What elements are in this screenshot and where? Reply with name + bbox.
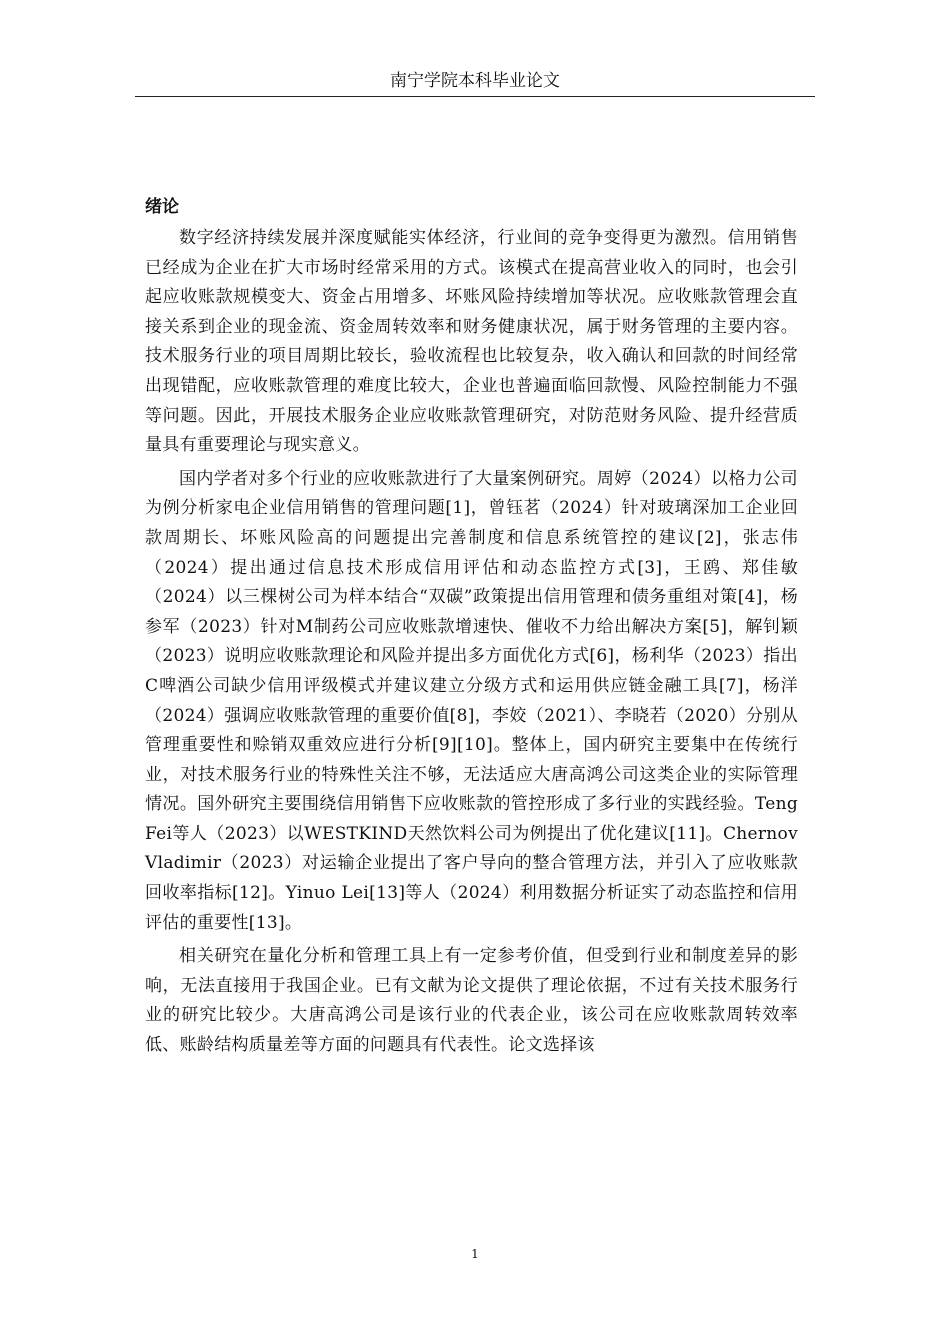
- main-content: [145, 192, 804, 1065]
- paragraph-literature-review: 国内学者对多个行业的应收账款进行了大量案例研究。周婷（2024）以格力公司为例分析家电企业信用销售的管理问题[1]，曾钰茗（2024）针对玻璃深加工企业回款周期长、坏账风险高的问题提出完善制度和信息系统管控的建议[2]，张志伟（2024）提出通过信息技术形成信用评估和动态监控方式[3]，王鸥、郑佳敏（2024）以三棵树公司为样本结合“双碳”政策提出信用管理和债务重组对策[4]，杨参军（2023）针对M制药公司应收账款增速快、催收不力给出解决方案[5]，解钊颖（2023）说明应收账款理论和风险并提出多方面优化方式[6]，杨利华（2023）指出C啤酒公司缺少信用评级模式并建议建立分级方式和运用供应链金融工具[7]，杨洋（2024）强调应收账款管理的重要价值[8]，李姣（2021）、李晓若（2020）分别从管理重要性和赊销双重效应进行分析[9][10]。整体上，国内研究主要集中在传统行业，对技术服务行业的特殊性关注不够，无法适应大唐高鸿公司这类企业的实际管理情况。国外研究主要围绕信用销售下应收账款的管控形成了多行业的实践经验。Teng Fei等人（2023）以WESTKIND天然饮料公司为例提出了优化建议[11]。Chernov Vladimir（2023）对运输企业提出了客户导向的整合管理方法，并引入了应收账款回收率指标[12]。Yinuo Lei[13]等人（2024）利用数据分析证实了动态监控和信用评估的重要性[13]。: [145, 468, 804, 933]
- page-number: 1: [471, 1247, 479, 1261]
- paragraph-intro: 数字经济持续发展并深度赋能实体经济，行业间的竞争变得更为激烈。信用销售已经成为企业在扩大市场时经常采用的方式。该模式在提高营业收入的同时，也会引起应收账款规模变大、资金占用增多、坏账风险持续增加等状况。应收账款管理会直接关系到企业的现金流、资金周转效率和财务健康状况，属于财务管理的主要内容。技术服务行业的项目周期比较长，验收流程也比较复杂，收入确认和回款的时间经常出现错配，应收账款管理的难度比较大，企业也普遍面临回款慢、风险控制能力不强等问题。因此，开展技术服务企业应收账款管理研究，对防范财务风险、提升经营质量具有重要理论与现实意义。: [145, 228, 798, 456]
- paragraph-research-gap: 相关研究在量化分析和管理工具上有一定参考价值，但受到行业和制度差异的影响，无法直接用于我国企业。已有文献为论文提供了理论依据，不过有关技术服务行业的研究比较少。大唐高鸿公司是该行业的代表企业，该公司在应收账款周转效率低、账龄结构质量差等方面的问题具有代表性。论文选择该: [145, 946, 798, 1056]
- page-header: 南宁学院本科毕业论文: [135, 66, 815, 97]
- section-heading: 绪论: [145, 197, 179, 217]
